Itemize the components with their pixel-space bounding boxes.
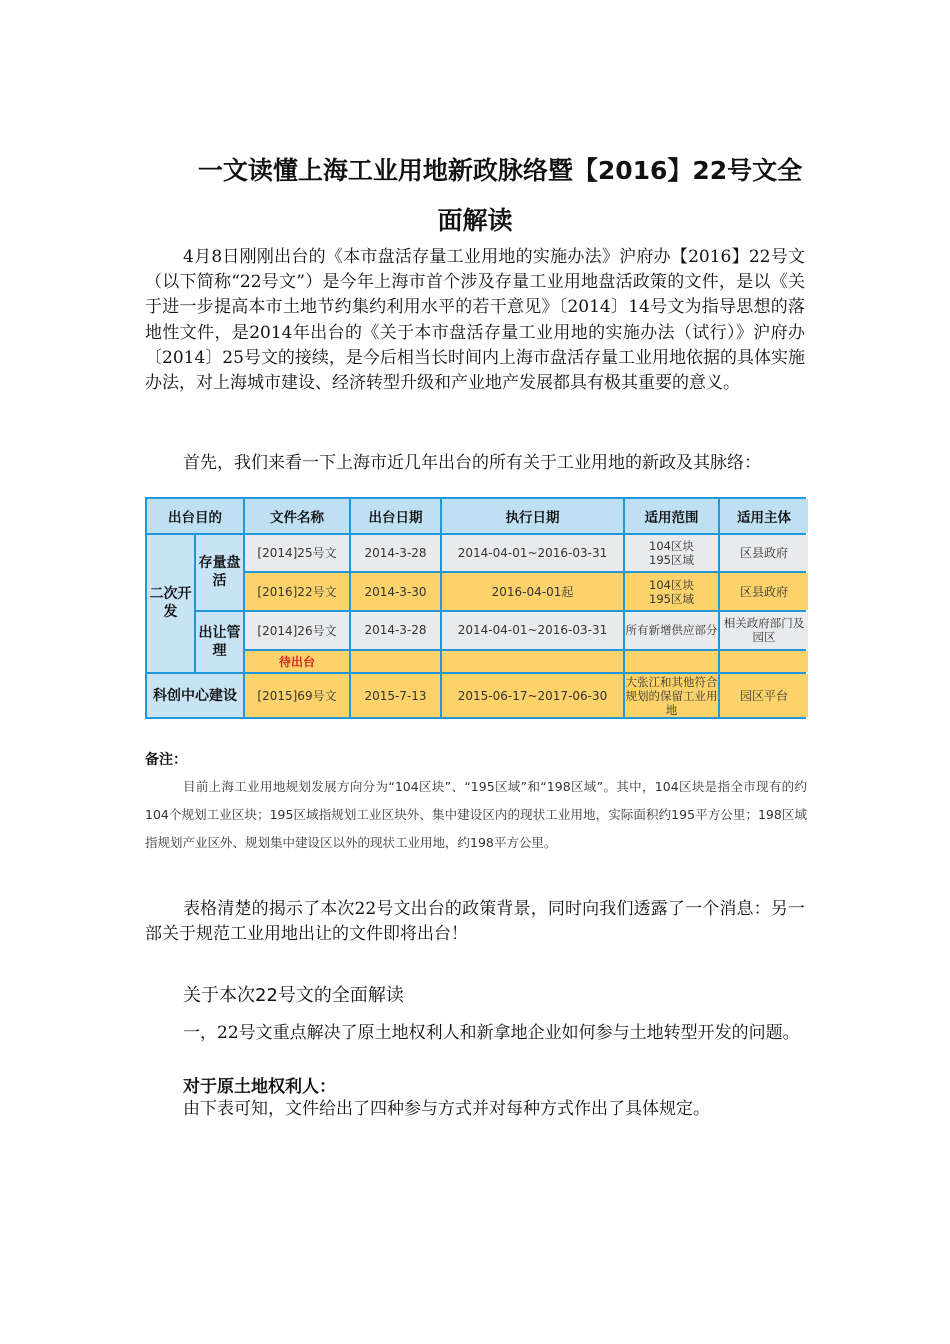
table-cell xyxy=(720,651,808,672)
table-row xyxy=(147,535,808,572)
subcategory-cell: 存量盘活 xyxy=(196,535,243,610)
table-header: 适用主体 xyxy=(720,499,808,533)
table-header: 文件名称 xyxy=(245,499,349,533)
table-cell-pending: 待出台 xyxy=(245,651,349,672)
table-cell: 园区平台 xyxy=(720,674,808,717)
last-paragraph: 由下表可知，文件给出了四种参与方式并对每种方式作出了具体规定。 xyxy=(183,1099,710,1119)
table-cell: 区县政府 xyxy=(720,573,808,610)
table-header: 出台日期 xyxy=(351,499,440,533)
table-cell: 2014-3-28 xyxy=(351,535,440,572)
table-cell: 大张江和其他符合规划的保留工业用地 xyxy=(625,674,718,717)
note-label: 备注： xyxy=(145,752,187,768)
table-cell: [2014]26号文 xyxy=(245,612,349,649)
note-text: 目前上海工业用地规划发展方向分为“104区块”、“195区域”和“198区域”。其中，104区块是指全市现有的约104个规划工业区块；195区域指规划工业区块外、集中建设区内的现状工业用地，实际面积约195平方公里；198区域指规划产业区外、规划集中建设区以外的现状工业用地，约198平方公里。 xyxy=(145,779,807,850)
category-cell: 科创中心建设 xyxy=(147,674,243,717)
table-cell: 2016-04-01起 xyxy=(442,573,623,610)
first-paragraph: 首先，我们来看一下上海市近几年出台的所有关于工业用地的新政及其脉络： xyxy=(183,453,761,473)
table-header: 出台目的 xyxy=(147,499,243,533)
table-header: 执行日期 xyxy=(442,499,623,533)
category-cell: 二次开发 xyxy=(147,535,194,673)
table-cell: [2015]69号文 xyxy=(245,674,349,717)
table-cell: 相关政府部门及园区 xyxy=(720,612,808,649)
intro-paragraph: 4月8日刚刚出台的《本市盘活存量工业用地的实施办法》沪府办【2016】22号文（以下简称“22号文”）是今年上海市首个涉及存量工业用地盘活政策的文件，是以《关于进一步提高本市土地节约集约利用水平的若干意见》〔2014〕14号文为指导思想的落地性文件，是2014年出台的《关于本市盘活存量工业用地的实施办法（试行）》沪府办〔2014〕25号文的接续，是今后相当长时间内上海市盘活存量工业用地依据的具体实施办法，对上海城市建设、经济转型升级和产业地产发展都具有极其重要的意义。 xyxy=(145,247,805,394)
table-cell xyxy=(351,651,440,672)
table-cell: 所有新增供应部分 xyxy=(625,612,718,649)
table-row xyxy=(147,674,808,717)
table-row xyxy=(147,573,808,610)
table-row xyxy=(147,612,808,649)
table-cell xyxy=(625,651,718,672)
point-one-paragraph: 一，22号文重点解决了原土地权利人和新拿地企业如何参与土地转型开发的问题。 xyxy=(183,1023,800,1043)
table-cell: [2014]25号文 xyxy=(245,535,349,572)
table-cell: 2015-7-13 xyxy=(351,674,440,717)
policy-table xyxy=(145,497,810,719)
table-header: 适用范围 xyxy=(625,499,718,533)
table-cell: 2014-3-28 xyxy=(351,612,440,649)
table-cell: 2014-04-01~2016-03-31 xyxy=(442,612,623,649)
table-row xyxy=(147,651,808,672)
table-cell: 区县政府 xyxy=(720,535,808,572)
subheading-original-owner: 对于原土地权利人： xyxy=(183,1077,336,1097)
table-cell xyxy=(442,651,623,672)
summary-paragraph: 表格清楚的揭示了本次22号文出台的政策背景，同时向我们透露了一个消息：另一部关于规范工业用地出让的文件即将出台！ xyxy=(145,899,805,945)
doc-title-line2: 面解读 xyxy=(437,206,513,235)
table-cell: [2016]22号文 xyxy=(245,573,349,610)
table-cell: 2014-3-30 xyxy=(351,573,440,610)
doc-title-line1: 一文读懂上海工业用地新政脉络暨【2016】22号文全 xyxy=(197,156,803,185)
policy-table-image xyxy=(145,497,806,719)
table-header-row xyxy=(147,499,808,533)
subcategory-cell: 出让管理 xyxy=(196,612,243,672)
table-cell: 2015-06-17~2017-06-30 xyxy=(442,674,623,717)
section-heading: 关于本次22号文的全面解读 xyxy=(183,985,404,1006)
table-cell: 104区块 195区域 xyxy=(625,535,718,572)
table-cell: 2014-04-01~2016-03-31 xyxy=(442,535,623,572)
table-cell: 104区块 195区域 xyxy=(625,573,718,610)
